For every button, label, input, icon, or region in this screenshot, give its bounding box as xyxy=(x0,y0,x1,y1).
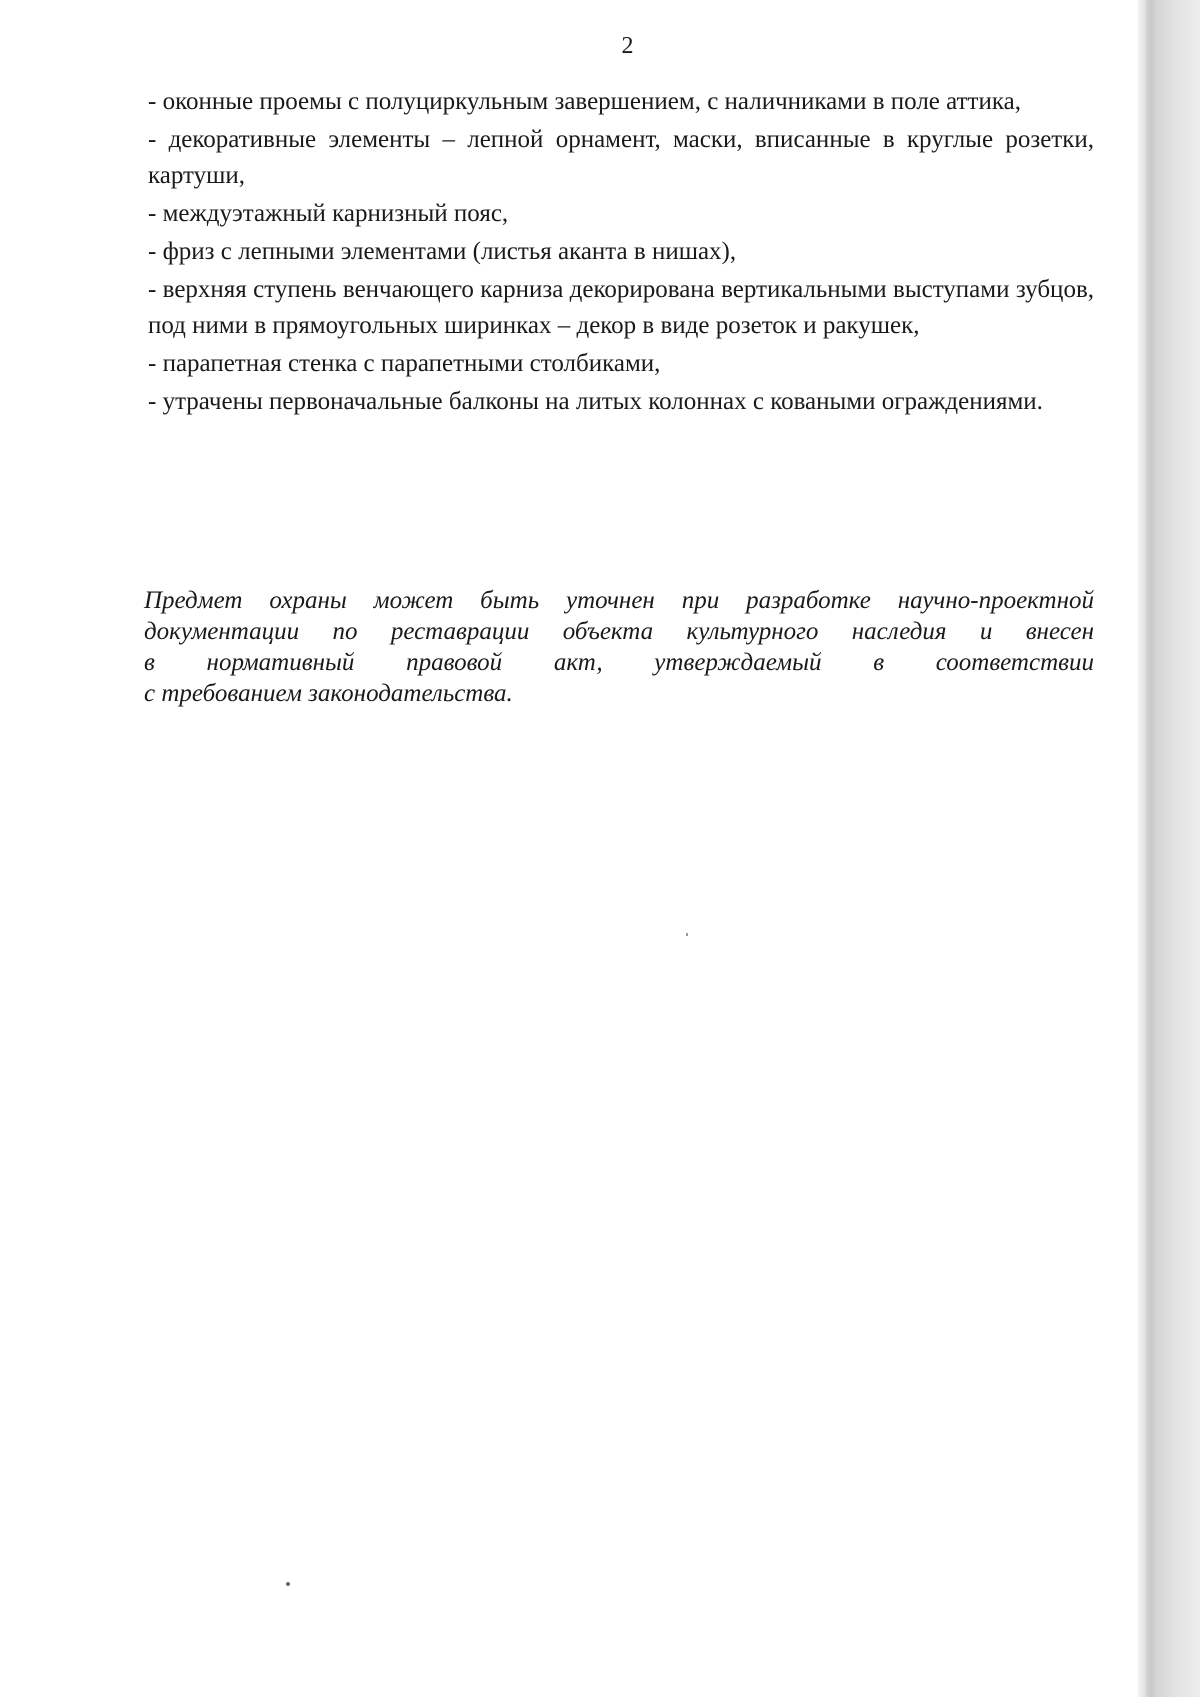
list-item: - верхняя ступень венчающего карниза декорирована вертикальными выступами зубцов, под ними в прямоугольных ширинках – декор в виде розеток и ракушек, xyxy=(148,276,1094,339)
note-line: документации по реставрации объекта культурного наследия и внесен xyxy=(144,618,1094,645)
list-item: - декоративные элементы – лепной орнамент, маски, вписанные в круглые розетки, картуши, xyxy=(148,126,1094,189)
list-item: - междуэтажный карнизный пояс, xyxy=(148,200,509,227)
protection-items-list xyxy=(148,84,1094,420)
page-number: 2 xyxy=(621,33,634,59)
note-line: Предмет охраны может быть уточнен при разработке научно-проектной xyxy=(144,587,1094,614)
list-item: - парапетная стенка с парапетными столбиками, xyxy=(148,350,661,377)
note-line: в нормативный правовой акт, утверждаемый в соответствии xyxy=(144,649,1094,676)
scan-speck xyxy=(686,933,688,936)
list-item: - утрачены первоначальные балконы на литых колоннах с коваными ограждениями. xyxy=(148,388,1043,415)
scan-edge-shadow xyxy=(1138,0,1200,1697)
list-item: - фриз с лепными элементами (листья аканта в нишах), xyxy=(148,238,737,265)
protection-note xyxy=(144,585,1094,709)
list-item: - оконные проемы с полуциркульным завершением, с наличниками в поле аттика, xyxy=(148,88,1021,115)
scan-speck xyxy=(286,1582,290,1586)
note-line: с требованием законодательства. xyxy=(144,680,513,707)
